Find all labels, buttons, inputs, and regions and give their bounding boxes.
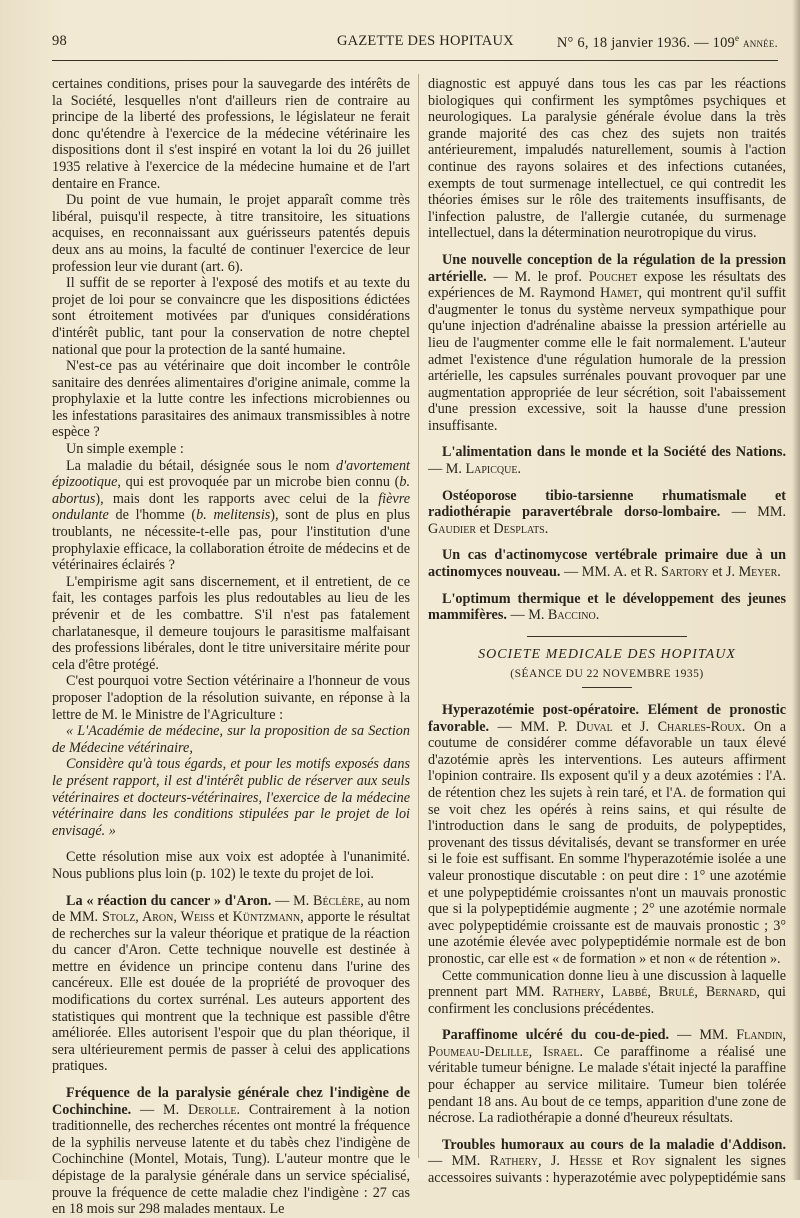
text: — M. bbox=[506, 607, 548, 624]
text: et J. bbox=[612, 718, 658, 735]
paragraph: C'est pourquoi votre Section vétérinaire a l'honneur de vous proposer l'adoption de la résolution suivante, en réponse à la lettre de M. le Ministre de l'Agriculture : bbox=[52, 673, 410, 723]
resolution-quote: « L'Académie de médecine, sur la proposition de sa Section de Médecine vétérinaire, bbox=[52, 723, 410, 756]
article-title: Un cas d'actinomycose vertébrale primaire due à un actinomyces nouveau. bbox=[428, 547, 786, 581]
author: Hamet bbox=[599, 285, 639, 302]
issue-annee: année. bbox=[743, 34, 778, 50]
issue-line bbox=[557, 33, 778, 52]
article-paraffinome bbox=[428, 1027, 786, 1127]
italic-term: b. abortus bbox=[52, 474, 410, 507]
text: — M. bbox=[271, 892, 314, 909]
text: — M. bbox=[131, 1101, 188, 1118]
text: , qui montrent qu'il suffit d'augmenter le tonus du système nerveux sympathique pour qu'une injection d'adrénaline abaisse la pression artérielle au lieu de l'augmenter comme elle le fait normalement. L'auteur admet l'existence d'une régulation humorale de la pression artérielle, les capsules surrénales pouvant provoquer par une augmentation appropriée de leur sécrétion, soit l'abaissement d'une pression excessive, soit la hausse d'une pression insuffisante. bbox=[428, 285, 786, 434]
text: . bbox=[544, 520, 549, 537]
italic-term: b. melitensis bbox=[196, 507, 271, 524]
text: . Contrairement à la notion traditionnelle, des recherches récentes ont montré la fréquence de la syphilis nerveuse latente et du tabès chez l'indigène de Cochinchine (Montel, Motais, Tung). L'auteur montre que le dépistage de la paralysie générale dans un service spécialisé, prouve la fréquence de cette maladie chez l'indigène : 27 cas en 18 mois sur 298 malades mentaux. Le bbox=[52, 1101, 410, 1218]
article-addison bbox=[428, 1137, 786, 1187]
article-title: Hyperazotémie post-opératoire. Elément de pronostic favorable. bbox=[428, 702, 786, 735]
author: Béclère bbox=[313, 892, 361, 909]
left-column bbox=[52, 76, 411, 1218]
paragraph bbox=[52, 458, 410, 574]
text: expose les résultats des expériences de M. Raymond bbox=[428, 268, 786, 302]
text: . Ce paraffinome a réalisé une véritable tumeur bénigne. Le malade s'était injecté la paraffine pour échapper au service militaire. Tumeur bien tolérée pendant 18 ans. Au bout de ce temps, apparition d'une zone de nécrose. La radiothérapie a donné d'heureux résultats. bbox=[428, 1043, 786, 1127]
paragraph: Un simple exemple : bbox=[66, 441, 184, 458]
paragraph: diagnostic est appuyé dans tous les cas par les réactions biologiques qui confirment les symptômes psychiques et neurologiques. La paralysie générale évolue dans la très grande majorité des cas chez des sujets non traités antérieurement, impaludés naturellement, soumis à l'action continue des rayons solaires et des infections cutanées, exempts de tout surmenage intellectuel, ce qui contredit les théories émises sur le rôle des traitements insuffisants, de l'infection palustre, de l'allergie cutanée, du surmenage intellectuel, dans la détermination neurotropique du virus. bbox=[428, 76, 786, 242]
article-optimum bbox=[428, 591, 786, 624]
right-column bbox=[428, 76, 787, 1187]
author: Pouchet bbox=[588, 268, 638, 285]
author: Stolz, Aron, Weiss bbox=[102, 909, 215, 926]
author: Roy bbox=[631, 1153, 656, 1170]
author: Meyer bbox=[738, 564, 778, 581]
author: Baccino bbox=[547, 607, 596, 624]
text: . bbox=[777, 564, 781, 581]
text: — MM. bbox=[428, 1153, 490, 1170]
author: Charles-Roux bbox=[657, 718, 742, 735]
author: Desplats bbox=[493, 520, 545, 537]
issue-text: N° 6, 18 janvier 1936. — 109 bbox=[556, 34, 736, 51]
article-title: Ostéoporose tibio-tarsienne rhumatismale et radiothérapie paravertébrale dorso-lombaire. bbox=[428, 487, 786, 521]
text: , apporte le résultat de recherches sur la valeur théorique et pratique de la réaction du cancer d'Aron. Cette technique nouvelle est destinée à mettre en évidence un principe contenu dans l'urine des cancéreux. Elle est douée de la propriété de provoquer des modifications du cortex surrénal. Les auteurs apportent des statistiques qui montrent que la technique est passible d'être améliorée. Elles autorisent l'espoir que du plan théorique, il sera ultérieurement permis de passer à celui des applications pratiques. bbox=[52, 909, 411, 1075]
article-cochinchine bbox=[52, 1085, 410, 1218]
paragraph: Cette résolution mise aux voix est adoptée à l'unanimité. Nous publions plus loin (p. 102) le texte du projet de loi. bbox=[52, 849, 410, 882]
paragraph: L'empirisme agit sans discernement, et il entretient, de ce fait, les contages parfois les plus redoutables au lieu de les prévenir et de les combattre. S'il n'est pas fatalement charlatanesque, il demeure toujours le parasitisme malfaisant des professions libérales, dont le titre universitaire mérite pour cela d'être protégé. bbox=[52, 573, 410, 673]
article-title: L'optimum thermique et le développement des jeunes mammifères. bbox=[428, 590, 786, 624]
article-title: L'alimentation dans le monde et la Société des Nations. bbox=[442, 444, 786, 461]
running-header bbox=[52, 33, 778, 59]
resolution-quote: Considère qu'à tous égards, et pour les motifs exposés dans le présent rapport, il est d'intérêt public de réserver aux seuls vétérinaires et docteurs-vétérinaires, l'exercice de la médecine vétérinaire dans les conditions stipulées par le projet de loi envisagé. » bbox=[52, 756, 410, 839]
page-number: 98 bbox=[52, 33, 67, 49]
text: . bbox=[595, 607, 600, 624]
text: — MM. bbox=[669, 1027, 737, 1044]
author: Lapicque bbox=[465, 461, 518, 478]
text: . On a coutume de considérer comme défavorable un taux élevé d'azotémie après les interventions. Les auteurs affirment l'opinion contraire. Ils exposent qu'il y a deux azotémies : l'A. de rétention chez les sujets à rein taré, et l'A. de formation qui se voit chez les opérés à reins sains, et qui résulte de l'introduction dans le sang de produits, de polypeptides, provenant des tissus dévitalisés, devant se transformer en urée si le foie est suffisant. En somme l'hyperazotémie isolée a une valeur pronostique discutable : on peut dire : 1° une azotémie et une polypeptidémie croissantes n'ont un mauvais pronostic que si la polypeptidémie augmente ; 2° une azotémie normale avec polypeptidémie croissante est de mauvais pronostic ; 3° une azotémie élevée avec polypeptidémie normale est de bon pronostic, car elle est « de formation » et non « de rétention ». bbox=[428, 718, 786, 967]
text: et J. bbox=[708, 564, 739, 581]
italic-term: d'avortement épizootique bbox=[52, 457, 410, 491]
text: . bbox=[517, 461, 522, 478]
italic-term: fièvre ondulante bbox=[52, 490, 410, 524]
text: ), mais dont les rapports avec celui de la bbox=[95, 490, 379, 507]
issue-superscript: e bbox=[735, 33, 740, 43]
article-aron bbox=[52, 893, 410, 1076]
article-pression bbox=[428, 252, 786, 435]
paragraph: Il suffit de se reporter à l'exposé des motifs et au texte du projet de loi pour se convaincre que les dispositions édictées sont étroitement motivées par d'uniques considérations d'intérêt public, tant pour la conservation de notre cheptel national que pour la protection de la santé humaine. bbox=[52, 275, 410, 358]
seance-date: (SÉANCE DU 22 NOVEMBRE 1935) bbox=[510, 668, 704, 681]
text: de l'homme ( bbox=[108, 507, 197, 524]
text: signalent les signes accessoires suivants : hyperazotémie avec polypeptidémie sans bbox=[428, 1153, 786, 1187]
text: , J. bbox=[537, 1153, 570, 1170]
society-heading: SOCIETE MEDICALE DES HOPITAUX bbox=[478, 646, 736, 662]
author: Gaudier bbox=[428, 520, 477, 537]
article-title: Une nouvelle conception de la régulation de la pression artérielle. bbox=[428, 251, 786, 285]
text: et bbox=[476, 520, 494, 537]
article-osteoporose bbox=[428, 488, 786, 538]
text: — MM. P. bbox=[489, 718, 576, 735]
article-alimentation bbox=[428, 444, 786, 477]
journal-title: GAZETTE DES HOPITAUX bbox=[337, 33, 514, 49]
text: , qui est provoquée par un microbe bien connu ( bbox=[117, 474, 400, 491]
article-title: Troubles humoraux au cours de la maladie d'Addison. bbox=[442, 1136, 786, 1153]
text: , qui confirment les conclusions précédentes. bbox=[428, 984, 786, 1017]
text: — M. le prof. bbox=[486, 268, 589, 285]
paragraph: N'est-ce pas au vétérinaire que doit incomber le contrôle sanitaire des denrées alimentaires d'origine animale, comme la prophylaxie et la lutte contre les infections microbiennes ou les infestations parasitaires des animaux transmissibles à notre espèce ? bbox=[52, 358, 410, 441]
text: — MM. bbox=[720, 504, 787, 521]
section-rule-small bbox=[582, 687, 632, 688]
text: Cette communication donne lieu à une discussion à laquelle prennent part MM. bbox=[428, 967, 786, 1001]
text: La maladie du bétail, désignée sous le nom bbox=[66, 457, 337, 474]
author: Derolle bbox=[187, 1101, 237, 1118]
text: ), sont de plus en plus troublants, ne nécessite-t-elle pas, pour l'institution d'une prophylaxie efficace, la collaboration étroite de médecins et de vétérinaires éclairés ? bbox=[52, 507, 411, 574]
paragraph bbox=[428, 968, 786, 1018]
text: — MM. A. et R. bbox=[560, 564, 661, 581]
article-hyperazotemie bbox=[428, 702, 786, 968]
paragraph: certaines conditions, prises pour la sauvegarde des intérêts de la Société, lesquelles n'ont d'ailleurs rien de contraire au principe de la liberté des professions, le législateur ne ferait donc qu'étendre à l'exercice de la médecine vétérinaire les dispositions dont il s'est inspiré en votant la loi du 26 juillet 1935 relative à l'exercice de la médecine humaine et de l'art dentaire en France. bbox=[52, 76, 410, 192]
author: Sartory bbox=[660, 564, 709, 581]
paragraph: Du point de vue humain, le projet apparaît comme très libéral, puisqu'il respecte, à titre transitoire, les situations acquises, en reconnaissant aux guérisseurs patentés depuis deux ans au moins, la faculté de continuer l'exercice de leur profession leur vie durant (art. 6). bbox=[52, 192, 410, 275]
text: , au nom de MM. bbox=[52, 892, 410, 926]
article-title: Paraffinome ulcéré du cou-de-pied. bbox=[442, 1027, 670, 1044]
author: Duval bbox=[575, 718, 613, 735]
text: et bbox=[214, 909, 233, 926]
article-actinomycose bbox=[428, 547, 786, 580]
article-title: Fréquence de la paralysie générale chez l'indigène de Cochinchine. bbox=[52, 1085, 410, 1118]
text: et bbox=[602, 1153, 632, 1170]
header-rule bbox=[52, 60, 778, 61]
section-rule bbox=[527, 636, 687, 637]
author: Rathery, Labbé, Brulé, Bernard bbox=[552, 984, 757, 1001]
author: Rathery bbox=[489, 1153, 538, 1170]
author: Hesse bbox=[569, 1153, 603, 1170]
column-divider bbox=[418, 74, 419, 1158]
author: Flandin, Poumeau-Delille, Israel bbox=[428, 1027, 786, 1060]
author: Küntzmann bbox=[232, 909, 301, 926]
text: — M. bbox=[428, 461, 466, 478]
article-title: La « réaction du cancer » d'Aron. bbox=[66, 892, 272, 909]
